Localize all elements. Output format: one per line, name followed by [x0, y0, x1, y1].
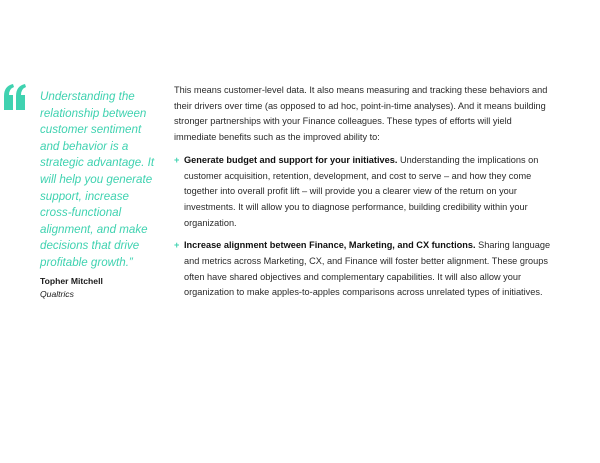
- quote-organization: Qualtrics: [40, 289, 74, 299]
- plus-icon: +: [174, 240, 180, 251]
- quote-icon: [4, 84, 26, 110]
- plus-icon: +: [174, 154, 180, 165]
- body-text: [174, 83, 554, 308]
- list-item-text: Understanding the implications on customer acquisition, retention, development, and cost to serve – and how they come together into overall profit lift – will provide you a clearer view of the return on your investments. It will allow you to diagnose performance, building credibility within your organization.: [184, 154, 539, 228]
- benefits-list: [174, 153, 554, 301]
- list-item-heading: Increase alignment between Finance, Marketing, and CX functions.: [184, 240, 479, 251]
- list-item-text: Sharing language and metrics across Marketing, CX, and Finance will foster better alignment. These groups often have shared objectives and complementary capabilities. It will also allow your organization to make apples-to-apples comparisons across unrelated types of initiatives.: [184, 240, 551, 298]
- list-item: [174, 153, 554, 232]
- pull-quote: Understanding the relationship between customer sentiment and behavior is a strategic advantage. It will help you generate support, increase cross-functional alignment, and make decisions that drive profitable growth.”: [40, 90, 155, 269]
- quote-author: Topher Mitchell: [40, 276, 103, 286]
- list-item: [174, 238, 554, 301]
- list-item-heading: Generate budget and support for your initiatives.: [184, 154, 400, 165]
- intro-paragraph: This means customer-level data. It also means measuring and tracking these behaviors and their drivers over time (as opposed to ad hoc, point-in-time analyses). And it means building stronger partnerships with your Finance colleagues. These types of efforts will yield immediate benefits such as the improved ability to:: [174, 85, 548, 143]
